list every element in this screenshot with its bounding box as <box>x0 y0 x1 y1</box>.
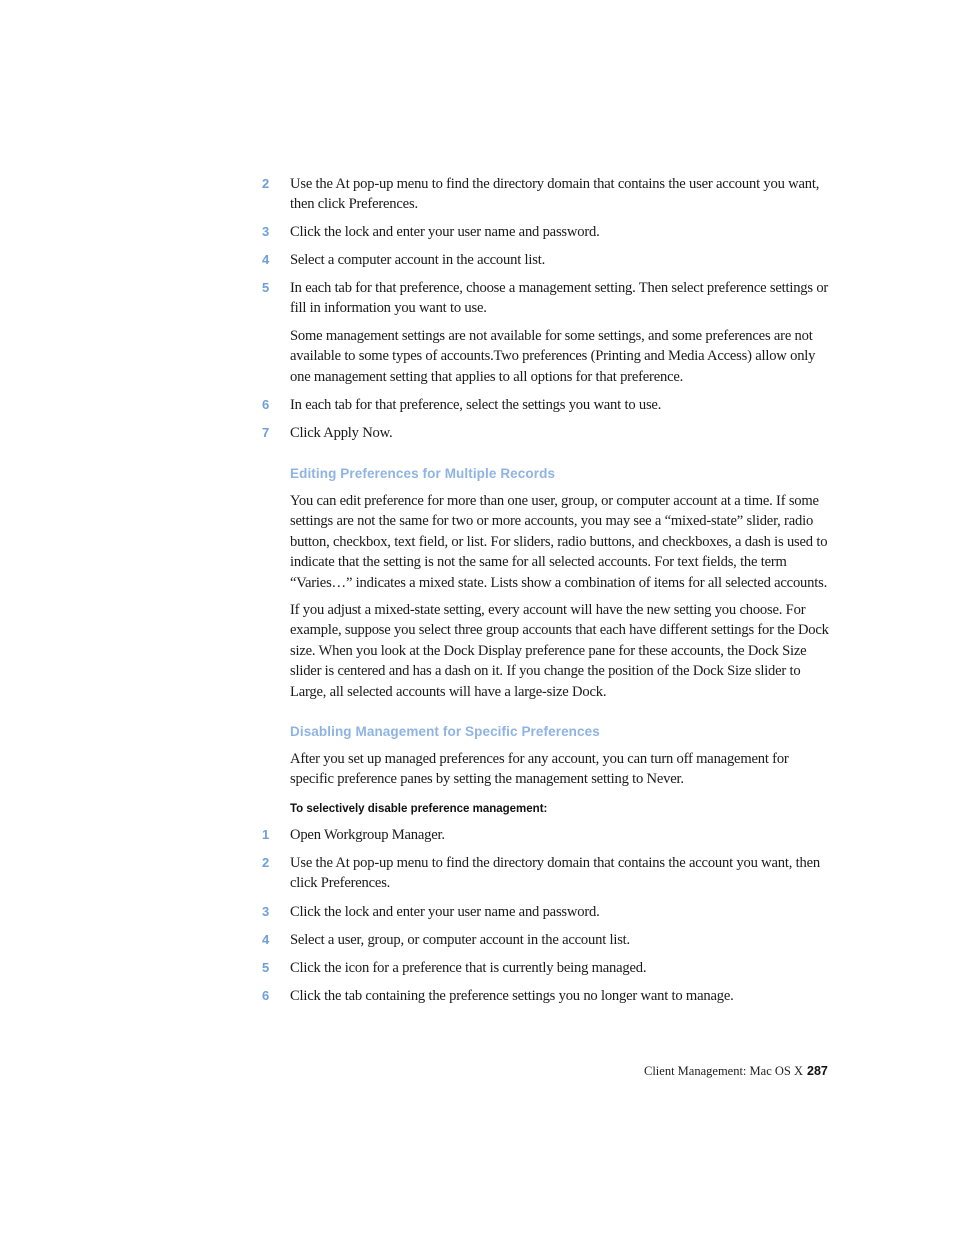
step-number: 6 <box>262 988 270 1003</box>
step-number: 3 <box>262 904 270 919</box>
step-number: 3 <box>262 224 270 239</box>
step-number: 4 <box>262 252 270 267</box>
body-paragraph: If you adjust a mixed-state setting, every account will have the new setting you choose. For example, suppose you select three group accounts that each have different settings for the Dock size. When you look at the Dock Display preference pane for these accounts, the Dock Size slider is centered and has a dash on it. If you change the position of the Dock Size slider to Large, all selected accounts will have a large-size Dock. <box>290 602 829 700</box>
body-paragraph: You can edit preference for more than one user, group, or computer account at a time. If some settings are not the same for two or more accounts, you may see a “mixed-state” slider, radio button, checkbox, text field, or list. For sliders, radio buttons, and checkboxes, a dash is used to indicate that the setting is not the same for all selected accounts. For text fields, the term “Varies…” indicates a mixed state. Lists show a combination of items for all selected accounts. <box>290 493 828 591</box>
step-number: 7 <box>262 425 270 440</box>
footer-chapter-title: Client Management: Mac OS X <box>644 1064 803 1078</box>
section-heading: Editing Preferences for Multiple Records <box>290 466 556 481</box>
step-number: 6 <box>262 397 270 412</box>
step-number: 5 <box>262 280 270 295</box>
step-text: In each tab for that preference, choose a management setting. Then select preference settings or fill in information you want to use. <box>290 280 829 317</box>
step-text: Use the At pop-up menu to find the directory domain that contains the user account you want, then click Preferences. <box>290 176 820 213</box>
page-number: 287 <box>807 1064 828 1078</box>
task-heading: To selectively disable preference management: <box>290 803 548 815</box>
step-number: 4 <box>262 932 270 947</box>
step-number: 1 <box>262 827 270 842</box>
step-text: Click Apply Now. <box>290 425 393 441</box>
step-text: Click the lock and enter your user name and password. <box>290 904 600 920</box>
step-text: Click the tab containing the preference settings you no longer want to manage. <box>290 988 734 1004</box>
step-text: In each tab for that preference, select the settings you want to use. <box>290 397 662 413</box>
step-number: 2 <box>262 176 270 191</box>
step-text: Open Workgroup Manager. <box>290 827 445 843</box>
step-number: 5 <box>262 960 270 975</box>
step-text: Click the lock and enter your user name and password. <box>290 224 600 240</box>
step-text: Select a user, group, or computer account in the account list. <box>290 932 630 948</box>
step-number: 2 <box>262 855 270 870</box>
step-text: Select a computer account in the account list. <box>290 252 546 268</box>
step-text: Use the At pop-up menu to find the directory domain that contains the account you want, then click Preferences. <box>290 855 820 892</box>
body-paragraph: After you set up managed preferences for any account, you can turn off management for specific preference panes by setting the management setting to Never. <box>290 751 789 788</box>
section-heading: Disabling Management for Specific Preferences <box>290 724 600 739</box>
step-note: Some management settings are not available for some settings, and some preferences are not available to some types of accounts.Two preferences (Printing and Media Access) allow only one management setting that applies to all options for that preference. <box>290 328 816 385</box>
step-text: Click the icon for a preference that is currently being managed. <box>290 960 647 976</box>
